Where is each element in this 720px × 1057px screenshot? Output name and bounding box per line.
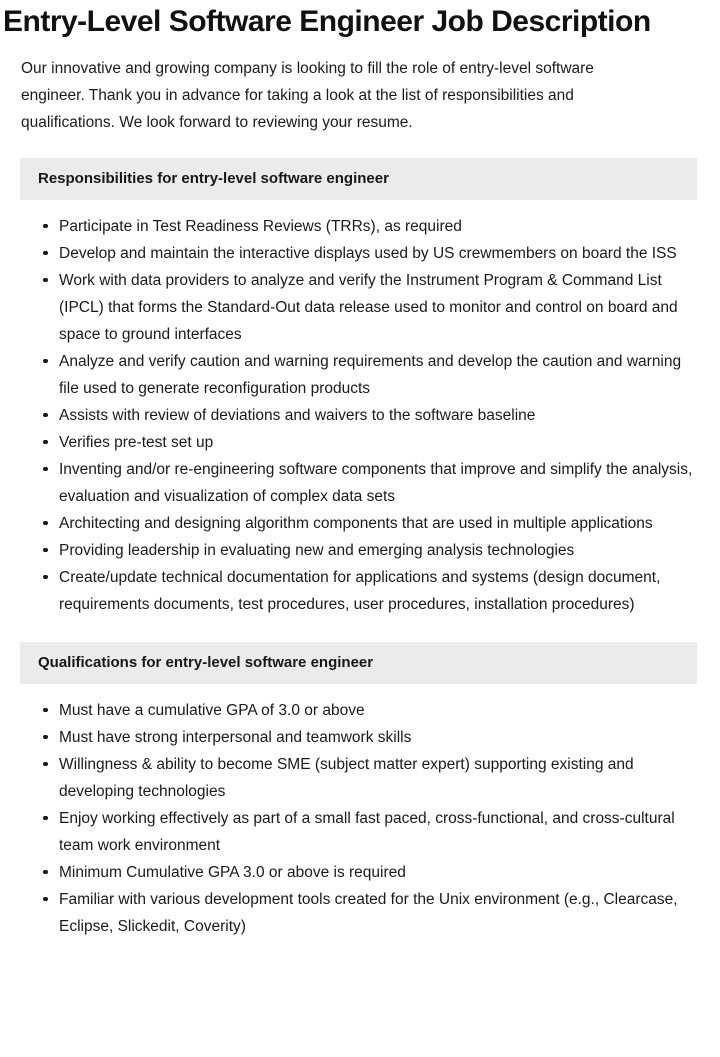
- list-item: Participate in Test Readiness Reviews (TRRs), as required: [43, 213, 700, 240]
- qualifications-list: [0, 684, 720, 940]
- list-item: Assists with review of deviations and waivers to the software baseline: [43, 402, 700, 429]
- list-item: Architecting and designing algorithm components that are used in multiple applications: [43, 510, 700, 537]
- list-item: Must have strong interpersonal and teamwork skills: [43, 724, 700, 751]
- list-item: Familiar with various development tools created for the Unix environment (e.g., Clearcase, Eclipse, Slickedit, Coverity): [43, 886, 700, 940]
- list-item: Enjoy working effectively as part of a small fast paced, cross-functional, and cross-cultural team work environment: [43, 805, 700, 859]
- section-heading-responsibilities: Responsibilities for entry-level software engineer: [20, 158, 697, 200]
- intro-paragraph: Our innovative and growing company is looking to fill the role of entry-level software engineer. Thank you in advance for taking a look at the list of responsibilities and qualifications. We look forward to reviewing your resume.: [21, 59, 594, 131]
- spacer: [0, 136, 720, 158]
- list-item: Develop and maintain the interactive displays used by US crewmembers on board the ISS: [43, 240, 700, 267]
- list-item: Minimum Cumulative GPA 3.0 or above is required: [43, 859, 700, 886]
- section-heading-qualifications: Qualifications for entry-level software engineer: [20, 642, 697, 684]
- section-responsibilities: [0, 158, 720, 618]
- list-item: Work with data providers to analyze and verify the Instrument Program & Command List (IPCL) that forms the Standard-Out data release used to monitor and control on board and space to ground interfaces: [43, 267, 700, 348]
- list-item: Analyze and verify caution and warning requirements and develop the caution and warning file used to generate reconfiguration products: [43, 348, 700, 402]
- list-item: Inventing and/or re-engineering software components that improve and simplify the analysis, evaluation and visualization of complex data sets: [43, 456, 700, 510]
- page-title: Entry-Level Software Engineer Job Description: [3, 5, 651, 38]
- spacer: [0, 618, 720, 642]
- section-qualifications: [0, 642, 720, 940]
- responsibilities-list: [0, 200, 720, 618]
- list-item: Create/update technical documentation for applications and systems (design document, requirements documents, test procedures, user procedures, installation procedures): [43, 564, 700, 618]
- list-item: Providing leadership in evaluating new and emerging analysis technologies: [43, 537, 700, 564]
- list-item: Verifies pre-test set up: [43, 429, 700, 456]
- list-item: Must have a cumulative GPA of 3.0 or above: [43, 697, 700, 724]
- list-item: Willingness & ability to become SME (subject matter expert) supporting existing and developing technologies: [43, 751, 700, 805]
